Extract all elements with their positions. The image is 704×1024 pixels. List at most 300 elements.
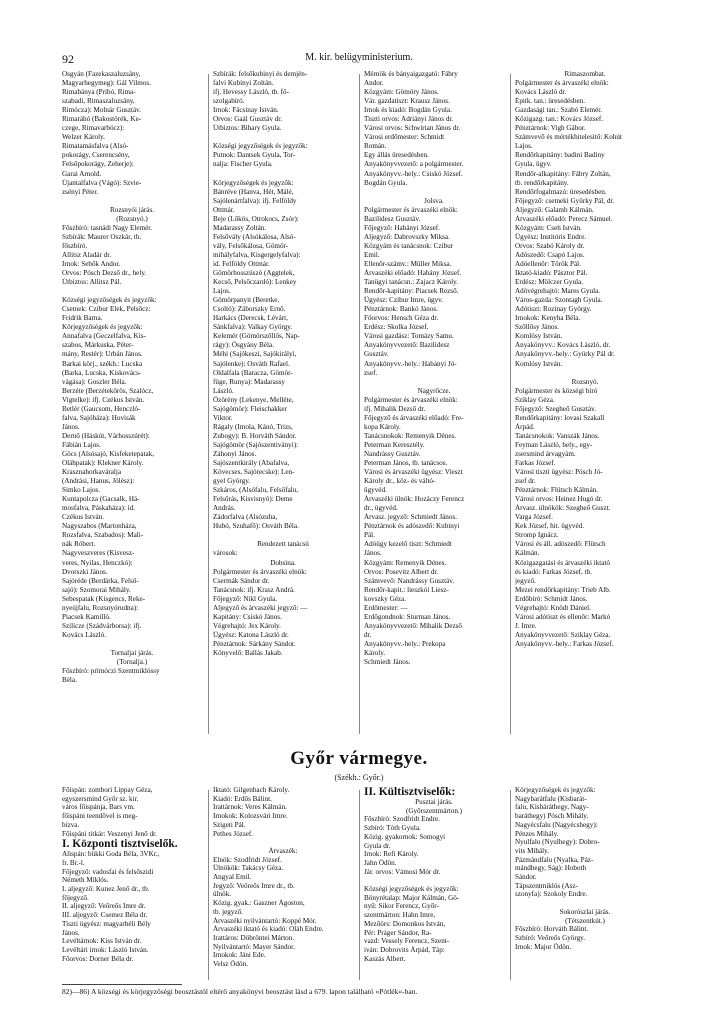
page-number: 92 [62, 52, 74, 66]
running-title: M. kir. belügyministerium. [305, 52, 413, 63]
text-line: III. aljegyző: Csemez Béla dr. [62, 911, 148, 920]
text-line: Nyulfalu (Nyulhegy): Dobro- [515, 838, 600, 847]
text-line: főispáni teendővel is meg- [62, 812, 138, 821]
text-line: rágy): Ösgyány Béla. [213, 341, 274, 350]
text-line: Béla. [62, 676, 77, 685]
text-line: Tanácsnokok: Remenyik Dénes. [364, 431, 457, 440]
text-line: Anyakönyvv.-hely.: Farkas József. [515, 639, 614, 648]
text-line: Farkas József. [515, 459, 556, 468]
text-line: város főispánja, Bars vm. [62, 803, 135, 812]
text-line: Polgármester és árvaszéki elnök: [515, 79, 609, 88]
text-line: Városi erdőmester: Schmidt [364, 133, 445, 142]
text-line: kovszky Géza. [364, 594, 407, 603]
text-line: Községi jegyzőségek és jegyzők: [364, 885, 459, 894]
text-line: Főszbíró: Horváth Bálint. [515, 925, 589, 934]
text-line: Anyakönyvvezető: Bazilidesz [364, 341, 450, 350]
text-line: Sokorószlai járás. [559, 907, 611, 916]
text-line: Városi gazdász: Tomázy Samu. [364, 332, 454, 341]
spacer-line [364, 188, 504, 197]
text-line: Újantalfalva (Vágó): Szvie- [62, 178, 142, 187]
text-line: Anyakönyvv.: Kovács László, dr. [515, 341, 611, 350]
text-line: Krasznahorkaváralja [62, 468, 122, 477]
text-line: Szbíró: Tóth Gyula. [364, 824, 421, 833]
text-line: dr. [364, 630, 372, 639]
county-seat: (Székh.: Győr.) [334, 773, 384, 782]
text-line: Adóvégrehajtó: Mares Gyula. [515, 287, 601, 296]
text-column [364, 70, 504, 667]
text-line: Útbiztos: Bihary Gyula. [213, 124, 282, 133]
text-line: Közigazgatási és árvaszéki iktató [515, 558, 610, 567]
text-line: Adószedő: Csapó Lajos. [515, 250, 585, 259]
text-line: II. Kültisztviselők: [364, 786, 456, 798]
text-line: Welzer Károly. [62, 133, 105, 142]
text-line: Adóügy kezelő tiszt: Schmiedt [364, 540, 452, 549]
text-line: Árvasz. jegyző: Schmiedt János. [364, 513, 458, 522]
text-line: Lajos. [515, 142, 533, 151]
text-line: Községi jegyzőségek és jegyzők: [62, 296, 157, 305]
text-line: Sándor. [515, 873, 537, 882]
text-line: Rimatamásfalva (Alsó- [62, 142, 129, 151]
text-line: Levéltári irnok: László István. [62, 945, 149, 954]
text-line: Komlósy István. [515, 359, 563, 368]
text-line: Dernő (Háskút, Várhosszúrét): [62, 431, 150, 440]
text-line: Komlósy István. [515, 332, 563, 341]
text-line: Szilicze (Szádvárborsa): ifj. [62, 621, 142, 630]
text-line: iván: Dobrovits Árpád, Táp: [364, 945, 445, 954]
text-line: Szbíró: Veőreős György. [515, 933, 586, 942]
text-line: Pénztárnok: Sárkány Sándor. [213, 639, 296, 648]
column-divider [208, 74, 209, 734]
text-line: Dobsina. [270, 558, 296, 567]
text-line: Szbírák: felsőkubinyi és demjén- [213, 70, 308, 78]
text-line: János. [364, 549, 382, 558]
text-line: Főjegyző és árvaszéki előadó: Fre- [364, 413, 464, 422]
text-line: Anyakönyvvezető: a polgármester. [364, 160, 464, 169]
text-line: Irnok: Sebők Andor. [62, 259, 121, 268]
text-line: Városi orvos: Heinez Hugó dr. [515, 495, 603, 504]
text-line: Számvevő: Nandrássy Gusztáv. [364, 576, 455, 585]
text-line: Kek József, hit. ügyvéd. [515, 522, 585, 531]
text-line: Pethes József. [213, 829, 254, 838]
text-line: Épitk. tan.: üresedésben. [515, 97, 585, 106]
text-line: ifj. Mihalik Dezső dr. [364, 404, 426, 413]
text-line: vály, Felsőkálosa, Gömör- [213, 241, 289, 250]
county-title: Győr vármegye. [290, 748, 428, 769]
text-line: (Andrási, Hanus, Jólész): [62, 477, 135, 486]
text-line: Alispán: bükki Goda Béla, 3VKr., [62, 850, 160, 859]
text-line: Rozsnyó. [571, 377, 599, 386]
text-line: Város-gazda: Szontagh Gyula. [515, 296, 603, 305]
text-line: Ügyész: Czibur Imre, ügyv. [364, 296, 444, 305]
text-line: Irnok és kiadó: Bogdán Gyula. [364, 106, 452, 115]
text-line: Orvos: Posevitz Albert dr. [364, 567, 439, 576]
text-line: Felsővály (Alsókálosa, Alsó- [213, 232, 296, 241]
text-line: Jegyző: Veőreős Imre dr., tb. [213, 881, 295, 890]
text-line: Rendőr-kapit.: lieszkói Liesz- [364, 585, 449, 594]
text-line: fr. Br.-l. [62, 858, 85, 867]
text-line: Németh Miklós. [62, 876, 109, 885]
text-line: Pál. [364, 531, 375, 540]
column-divider [359, 790, 360, 980]
text-line: Orvos: Pósch Dezső dr., hely. [62, 269, 147, 278]
text-line: Erdész: Mölczer Gyula. [515, 278, 584, 287]
text-line: gyel György. [213, 477, 251, 486]
text-line: Mezőörs: Domonkos István, [364, 919, 446, 928]
text-line: Feyman László, hely., egy- [515, 440, 593, 449]
text-line: Putnok: Dantsek Gyula, Tor- [213, 151, 296, 160]
text-line: Polgármester és árvaszéki elnök: [364, 395, 458, 404]
text-column [62, 70, 202, 685]
text-line: Sajóréde (Berdárka, Felső- [62, 576, 139, 585]
text-line: I. Központi tisztviselők. [62, 838, 178, 851]
text-line: András. [213, 504, 236, 513]
text-line: Hubó, Szuhafő): Osváth Béla. [213, 522, 299, 531]
text-line: Végrehajtó: Knödt Dániel. [515, 603, 591, 612]
text-line: kopa Károly. [364, 422, 401, 431]
text-line: Jahn Ödön. [364, 858, 397, 867]
text-line: szabadi, Rimaszaluzsány, [62, 97, 135, 106]
text-line: Bogdán Gyula. [364, 178, 408, 187]
text-line: Özörény (Lekenye, Melléte, [213, 395, 294, 404]
text-line: Szbírák: Maurer Oszkár, tb. [62, 232, 142, 241]
text-line: Árvaszék: [268, 846, 298, 855]
text-line: ülnök. [213, 890, 232, 899]
text-line: Pér: Práger Sándor, Ra- [364, 928, 432, 937]
text-line: Bánréve (Hanva, Hét, Málé, [213, 187, 294, 196]
text-line: Főjegyző: Habányi József. [364, 223, 440, 232]
text-line: veres, Nyilas, Henczkó): [62, 558, 133, 567]
text-line: Árvaszéki előadó: Perecz Sámuel. [515, 214, 613, 223]
text-line: Városi adótiszt és ellenőr: Markó [515, 612, 611, 621]
text-line: Rendezett tanácsú [257, 540, 309, 549]
text-line: Gazdasági tan.: Szabó Elemér. [515, 106, 603, 115]
text-line: vazd: Vessely Ferencz, Szent- [364, 937, 450, 946]
text-column [213, 786, 353, 969]
text-line: Árvasz. ülnökök: Szegheő Guszt. [515, 504, 611, 513]
column-divider [359, 74, 360, 734]
text-line: Annafalva (Geczelfalva, Kis- [62, 332, 146, 341]
text-line: Emil. [364, 250, 380, 259]
text-line: Méhi (Sajókeszi, Sajókirályi, [213, 350, 297, 359]
text-line: Aljegyző: Dabrovszky Miksa. [364, 232, 450, 241]
text-line: Szőllősy János. [515, 323, 560, 332]
column-divider [510, 790, 511, 980]
footnote-rule [62, 984, 182, 985]
text-line: (Tétszentkút.) [565, 916, 605, 925]
text-line: nyeújfalu, Rozsnyórudna): [62, 603, 139, 612]
text-line: Kovács László. [62, 630, 107, 639]
text-line: tb. rendőrkapitány. [515, 178, 569, 187]
text-line: Garai Arnold. [62, 169, 102, 178]
text-line: Orvos: Gaál Gusztáv dr. [213, 115, 283, 124]
text-line: Aljegyző és árvaszéki jegyző: — [213, 603, 308, 612]
text-line: Ottmár. [213, 205, 235, 214]
text-line: Tiszti ügyész: magyarbéli Bély [62, 919, 151, 928]
text-line: Stromp Ignácz. [515, 531, 559, 540]
text-line: J. Imre. [515, 621, 537, 630]
text-line: Csoltó): Záborszky Ernő. [213, 305, 286, 314]
text-line: Főjegyző: vadosfai és felsőszidi [62, 867, 154, 876]
text-line: Erdőbíró: Schmidt János. [515, 594, 588, 603]
text-line: Főjegyző: Nikl Gyula. [213, 594, 278, 603]
text-line: Polgármester és árvaszéki elnök: [364, 205, 458, 214]
text-line: nalja: Fischer Gyula. [213, 160, 273, 169]
text-line: Árpád. [515, 422, 535, 431]
text-column [515, 786, 655, 951]
text-line: Adótiszt: Rozinay György. [515, 305, 592, 314]
text-line: Velsz Ödön. [213, 960, 248, 969]
text-line: Szigeti Pál. [213, 820, 246, 829]
text-line: Irnok: Refi Károly. [364, 850, 419, 859]
text-line: Egy állás üresedésben. [364, 151, 429, 160]
text-line: Körjegyzőségek és jegyzők: [62, 323, 143, 332]
text-column [364, 786, 504, 963]
column-divider [208, 790, 209, 980]
text-line: Anyakönyvv.-hely.: Csiskó József. [364, 169, 463, 178]
text-line: jegyző. [515, 576, 536, 585]
text-line: Iktató-kiadó: Pásztor Pál. [515, 269, 588, 278]
text-line: Főszbíró: tasnádi Nagy Elemér. [62, 223, 153, 232]
text-line: Szkáros, (Alsófalu, Felsőfalu, [213, 486, 299, 495]
text-line: Rendőrkapitány: badini Badiny [515, 151, 605, 160]
text-line: Lajos. [213, 287, 231, 296]
text-line: Csermák Sándor dr. [213, 576, 270, 585]
text-line: Nandrássy Gusztáv. [364, 449, 421, 458]
text-line: Elnök: Szodfridt József. [213, 855, 282, 864]
text-line: Kövecses, Sajórecske): Len- [213, 468, 295, 477]
bottom-section [62, 786, 656, 986]
text-line: Pénztárnok: Bankó János. [364, 305, 438, 314]
text-line: (Tornalja.) [116, 658, 148, 667]
text-line: Irattáros: Döbröntei Márton. [213, 933, 295, 942]
text-line: I. aljegyző: Kunez Jenő dr., tb. [62, 885, 150, 894]
text-line: Károly. [364, 649, 386, 657]
text-line: Gusztáv. [364, 350, 389, 359]
text-line: nyű: Sikor Ferencz, Győr- [364, 902, 439, 911]
text-line: pokorágy, Cserencsény, [62, 151, 130, 160]
text-line: Zubogy): B. Horváth Sándor. [213, 431, 297, 440]
text-line: Bazilidesz Gusztáv. [364, 214, 421, 223]
text-line: Pázmándfalu (Nyalka, Páz- [515, 855, 594, 864]
text-line: sajó): Szomorai Mihály. [62, 585, 131, 594]
spacer-line [62, 640, 202, 649]
text-line: baráthegy) Pósch Mihály. [515, 812, 589, 821]
text-line: Főszbíró: primóczi Szentmiklóssy [62, 667, 160, 676]
text-line: Irnok: Fácsinay István. [213, 106, 279, 115]
text-line: Nagyécsfalu (Nagyécshegy): [515, 820, 598, 829]
text-line: zsersmind árvagyám. [515, 449, 576, 458]
text-line: dr., ügyvéd. [364, 504, 398, 513]
top-section [62, 70, 656, 740]
text-line: Berzéte (Berzétekőrös, Szalócz, [62, 386, 154, 395]
text-line: Gömörpanyit (Beretke, [213, 296, 280, 305]
text-line: Polgármester és árvaszéki elnök: [213, 567, 307, 576]
text-line: Rozsfalva, Szabados): Mali- [62, 531, 144, 540]
text-line: Piacsek Kamilló. [62, 612, 111, 621]
text-line: Útbiztos: Allitsz Pál. [62, 278, 122, 287]
text-line: szonyfa): Szokoly Endre. [515, 890, 588, 899]
text-line: Dvorszki János. [62, 567, 108, 576]
text-line: Levéltárnok: Kiss István dr. [62, 937, 142, 946]
text-line: Anyakönyvv.-hely.: Prekopa [364, 639, 446, 648]
text-line: Beje (Lőkös, Otrokocs, Zsór): [213, 214, 299, 223]
text-line: Varga József. [515, 513, 553, 522]
text-line: Mérnök és bányaigazgató: Fábry [364, 70, 458, 78]
text-line: Vigtelke): ifj. Czékus István. [62, 395, 145, 404]
spacer-line [515, 369, 655, 378]
text-line: Tornaljai járás. [110, 649, 154, 657]
text-line: János. [62, 928, 80, 937]
spacer-line [62, 197, 202, 206]
text-line: Árvaszéki előadó: Habány József. [364, 269, 462, 278]
text-line: Peterman János, tb. tanácsos. [364, 459, 448, 468]
text-line: Rimaszombat. [564, 70, 606, 78]
text-line: Irnokok: Kenyha Béla. [515, 314, 581, 323]
text-line: Ügyész: Institóris Endre. [515, 232, 587, 241]
text-line: szabos, Márkuska, Péter- [62, 341, 134, 350]
text-line: Pénztárnok és adószedő: Kubinyi [364, 522, 460, 531]
text-line: Könyvelő: Ballás Jakab. [213, 649, 283, 657]
text-line: Oldalfala (Baracza, Gömör- [213, 368, 293, 377]
page-header [62, 52, 656, 66]
text-line: Pusztai járás. [415, 798, 453, 806]
text-line: Kaszás Albert. [364, 954, 406, 963]
text-line: Irattárnok: Veres Kálmán. [213, 803, 287, 812]
text-line: Rimaráhó (Bakostörék, Ke- [62, 115, 142, 124]
text-line: Főorvos: Dorner Béla dr. [62, 954, 134, 963]
text-line: Városi és áll. adószedő: Flütsch [515, 540, 606, 549]
text-line: Vár. gazdatiszt: Krausz János. [364, 97, 450, 106]
text-line: Mezei rendőrkapitány: Trieb Alb. [515, 585, 611, 594]
text-line: ügyvéd. [364, 486, 387, 495]
text-line: László. [213, 386, 234, 395]
text-line: Sajólenártfalva): ifj. Felföldy [213, 196, 297, 205]
text-line: Rozsnyói járás. [109, 205, 155, 214]
text-line: Madarassy Zoltán. [213, 223, 267, 232]
text-line: Sajólenke): Osváth Rafael. [213, 359, 290, 368]
text-line: Kuntapolcza (Gacsalk, Há- [62, 495, 140, 504]
spacer-line [62, 287, 202, 296]
text-line: Czékus István. [62, 513, 105, 522]
text-line: Kiadó: Erdős Bálint. [213, 794, 272, 803]
text-line: Tanácsnokok: Vanszák János. [515, 431, 600, 440]
text-line: zsényi Péter. [62, 187, 99, 196]
text-line: Anyakönyvvezető: Sziklay Géza. [515, 630, 611, 639]
text-line: Pénztárnok: Vigh Gábor. [515, 124, 586, 133]
text-line: Fábián Lajos. [62, 440, 101, 449]
text-line: falvi Kubinyi Zoltán. [213, 79, 274, 88]
text-line: tb. jegyző. [213, 907, 243, 916]
text-line: János. [62, 422, 80, 431]
text-line: Tanácsnok: ifj. Krasz Andrá. [213, 585, 295, 594]
text-line: Erdész: Skolka József. [364, 323, 429, 332]
text-line: Anyakönyvv.-hely.: Gyürky Pál dr. [515, 350, 615, 359]
text-line: Károly dr., köz- és váltó- [364, 477, 436, 486]
text-line: Sziklay Géza. [515, 395, 555, 404]
text-line: Magyarhegymeg): Gál Vilmos. [62, 79, 151, 88]
text-line: Fridrik Barna. [62, 314, 103, 323]
text-line: Osgyán (Fazekaszaluzsány, [62, 70, 141, 78]
text-line: Nagyszabos (Martonháza, [62, 522, 137, 531]
text-line: Rimócza): Molnár Gusztáv. [62, 106, 142, 115]
text-line: Közgyám: Remenyik Dénes. [364, 558, 447, 567]
text-line: Főorvos: Hensch Géza dr. [364, 314, 439, 323]
text-line: Aljegyző: Galamb Kálmán. [515, 205, 594, 214]
text-line: Főszbíró: Szodfridt Endre. [364, 815, 440, 824]
text-line: Sánkfalva): Valkay György. [213, 323, 293, 332]
text-line: Zádorfalva (Alsózuha, [213, 513, 278, 522]
text-line: Sajógömör (Sajószentiványi): [213, 440, 299, 449]
text-line: Felsőpokorágy, Zeherje): [62, 160, 134, 169]
text-line: Városi és árvaszéki ügyész: Vieszt [364, 468, 463, 477]
text-line: szolgabíró. [213, 97, 245, 106]
text-column [62, 786, 202, 963]
text-line: Nagyveszveres (Kisvesz- [62, 549, 135, 558]
text-line: falu, Kisbáráthegy, Nagy- [515, 803, 589, 812]
text-line: (Rozsnyó.) [116, 214, 148, 223]
text-line: Nagyrőcze. [417, 386, 451, 395]
text-line: Gyula, ügyv. [515, 160, 552, 169]
spacer-line [213, 838, 353, 847]
text-line: Orvos: Szabó Károly dr. [515, 241, 585, 250]
text-line: Körjegyzőségek és jegyzők: [213, 178, 294, 187]
text-line: bízva. [62, 820, 80, 829]
text-line: Árvaszéki ülnök: Hozáczy Ferencz [364, 495, 465, 504]
footnote: 82)—86) A községi és körjegyzőségi beosztástól eltérő anyakönyvi beosztást lásd a 679. lapon található »Pótlék«-ban. [62, 987, 418, 996]
text-line: mány, Restér): Urbán János. [62, 350, 143, 359]
text-line: nák Róbert. [62, 540, 96, 549]
text-line: Felsőrás, Kisvisnyó): Deme [213, 495, 293, 504]
text-line: Göcs (Alsósajó, Kisfeketepatak, [62, 449, 155, 458]
text-line: Kovács László dr. [515, 88, 567, 97]
text-line: Polgármester és községi bíró [515, 386, 598, 395]
text-line: Közig. gyak.: Gaszner Ágoston, [213, 899, 305, 908]
text-line: Tápszentmiklós (Asz- [515, 881, 578, 890]
text-line: Számvevő és mértékhitelesítő: Kohút [515, 133, 622, 142]
text-line: Irnokok: Jáni Ede. [213, 951, 266, 960]
text-line: főszbíró. [62, 241, 88, 250]
text-line: Főjegyző: csetneki Gyürky Pál, dr. [515, 196, 615, 205]
text-line: Anyakönyvv.-hely.: Habányi Jó- [364, 359, 457, 368]
text-line: Gömörhosszúszó (Aggtelek, [213, 269, 295, 278]
text-line: Rendőr-kapitány: Piacsek Rezső. [364, 287, 459, 296]
text-line: vágása): Goszler Béla. [62, 377, 127, 386]
text-line: Főjegyző: Szegheő Gusztáv. [515, 404, 597, 413]
text-line: Rimabánya (Pribó, Rima- [62, 88, 136, 97]
text-line: Pénztárnok: Flütsch Kálmán. [515, 486, 599, 495]
text-line: Városi orvos: Schwirian János dr. [364, 124, 461, 133]
text-line: Angyal Emil. [213, 873, 252, 882]
text-line: Jolsva. [424, 196, 444, 205]
text-line: városok: [213, 549, 238, 558]
text-line: Közgyám: Gömöry János. [364, 88, 439, 97]
spacer-line [515, 899, 655, 908]
text-line: Erdőmester: — [364, 603, 408, 612]
text-line: Községi jegyzőségek és jegyzők: [213, 142, 308, 151]
text-line: Schmiedt János. [364, 658, 411, 667]
text-line: (Barka, Lucska, Kiskovács- [62, 368, 142, 377]
text-line: Irnok: Major Ödön. [515, 942, 572, 951]
text-line: mándhegy, Ság): Hoboth [515, 864, 587, 873]
text-line: Barkai körj., székh.: Lucska [62, 359, 143, 368]
text-line: Allitsz Aladár dr. [62, 250, 111, 259]
spacer-line [364, 876, 504, 885]
text-line: Tiszti orvos: Adriányi János dr. [364, 115, 454, 124]
text-line: füge, Runya): Madarassy [213, 377, 285, 386]
text-line: és kiadó: Farkas József, tb. [515, 567, 592, 576]
text-line: Viktor. [213, 413, 233, 422]
text-line: Rendőr-alkapitány: Fábry Zoltán, [515, 169, 611, 178]
